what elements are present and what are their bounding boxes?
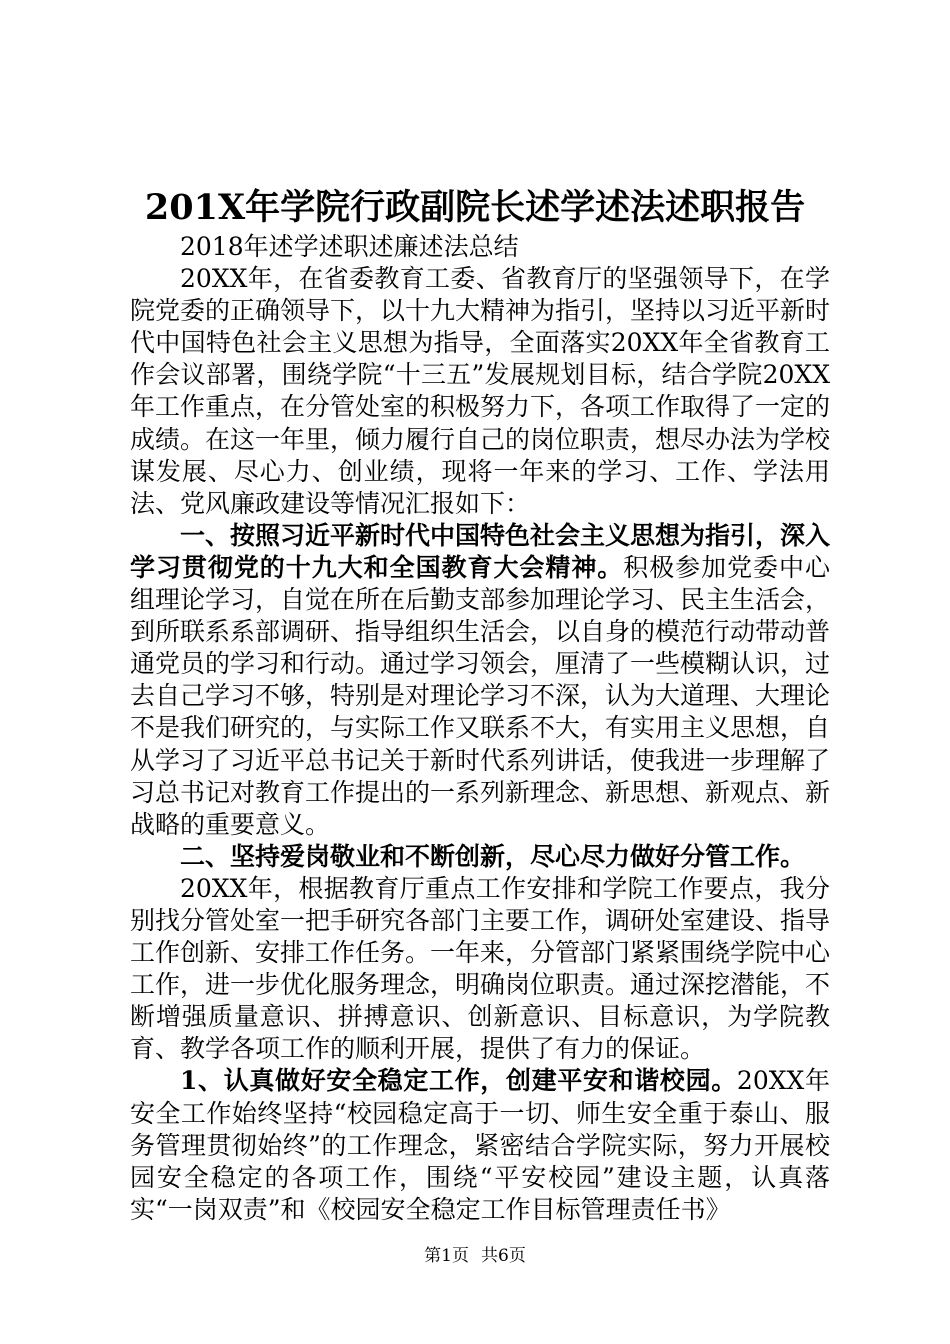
section-3-text: 20XX年安全工作始终坚持“校园稳定高于一切、师生安全重于泰山、服务管理贯彻始终”的工作理念，紧密结合学院实际，努力开展校园安全稳定的各项工作，围绕“平安校园”建设主题，认真落实“一岗双责”和《校园安全稳定工作目标管理责任书》 (130, 1066, 830, 1224)
document-subtitle: 2018年述学述职述廉述法总结 (180, 232, 519, 261)
document-body (130, 231, 830, 1226)
section-1-text: 积极参加党委中心组理论学习，自觉在所在后勤支部参加理论学习、民主生活会，到所联系系部调研、指导组织生活会，以自身的模范行动带动普通党员的学习和行动。通过学习领会，厘清了一些模糊认识，过去自己学习不够，特别是对理论学习不深，认为大道理、大理论不是我们研究的，与实际工作又联系不大，有实用主义思想，自从学习了习近平总书记关于新时代系列讲话，使我进一步理解了习总书记对教育工作提出的一系列新理念、新思想、新观点、新战略的重要意义。 (130, 552, 831, 839)
section-3-heading: 1、认真做好安全稳定工作，创建平安和谐校园。 (180, 1066, 737, 1096)
page-number: 第1页 (424, 1246, 469, 1266)
section-1-heading: 一、按照习近平新时代中国特色社会主义思想为指引，深入学习贯彻党的十九大和全国教育大会精神。 (130, 520, 831, 582)
page-total: 共6页 (481, 1246, 526, 1266)
page-footer (0, 1244, 950, 1268)
section-2-text: 20XX年，根据教育厅重点工作安排和学院工作要点，我分别找分管处室一把手研究各部门主要工作，调研处室建设、指导工作创新、安排工作任务。一年来，分管部门紧紧围绕学院中心工作，进一步优化服务理念，明确岗位职责。通过深挖潜能，不断增强质量意识、拼搏意识、创新意识、目标意识，为学院教育、教学各项工作的顺利开展，提供了有力的保证。 (130, 873, 831, 1064)
section-3-paragraph (130, 1065, 830, 1225)
document-title: 201X年学院行政副院长述学述法述职报告 (144, 187, 806, 228)
intro-paragraph: 20XX年，在省委教育工委、省教育厅的坚强领导下，在学院党委的正确领导下，以十九大精神为指引，坚持以习近平新时代中国特色社会主义思想为指导，全面落实20XX年全省教育工作会议部署，围绕学院“十三五”发展规划目标，结合学院20XX年工作重点，在分管处室的积极努力下，各项工作取得了一定的成绩。在这一年里，倾力履行自己的岗位职责，想尽办法为学校谋发展、尽心力、创业绩，现将一年来的学习、工作、学法用法、党风廉政建设等情况汇报如下： (130, 264, 831, 518)
section-2-heading: 二、坚持爱岗敬业和不断创新，尽心尽力做好分管工作。 (180, 841, 806, 871)
section-1-paragraph (130, 520, 830, 841)
